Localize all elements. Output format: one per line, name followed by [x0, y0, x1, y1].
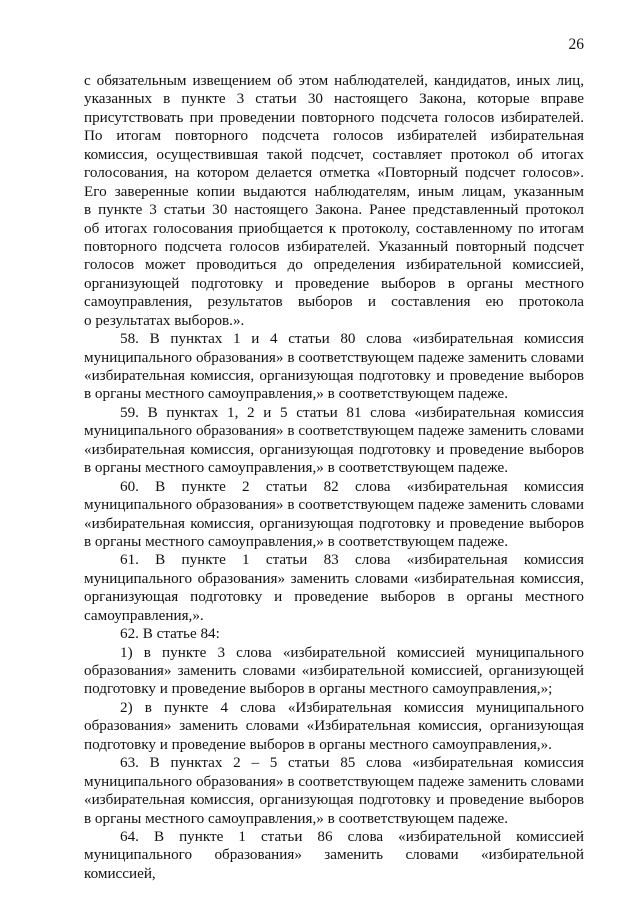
text-line: 63. В пунктах 2 – 5 статьи 85 слова «избирательная комиссия	[120, 754, 584, 772]
text-line: 64. В пункте 1 статьи 86 слова «избирательной комиссией	[120, 827, 584, 845]
text-line: в органы местного самоуправления,» в соответствующем падеже.	[84, 532, 509, 550]
text-line: в пункте 3 статьи 30 настоящего Закона. Ранее представленный протокол	[84, 201, 584, 219]
text-line: повторного подсчета голосов избирателей. Указанный повторный подсчет	[84, 237, 584, 255]
text-line: муниципального образования» в соответствующем падеже заменить словами	[84, 772, 584, 790]
text-line: муниципального образования» в соответствующем падеже заменить словами	[84, 422, 584, 440]
text-line: 58. В пунктах 1 и 4 статьи 80 слова «избирательная комиссия	[120, 330, 584, 348]
text-line: голосования, на котором делается отметка «Повторный подсчет голосов».	[84, 164, 584, 182]
text-line: 61. В пункте 1 статьи 83 слова «избирательная комиссия	[120, 551, 584, 569]
text-line: комиссия, осуществившая такой подсчет, составляет протокол об итогах	[84, 145, 584, 163]
text-line: «избирательная комиссия, организующая подготовку и проведение выборов	[84, 367, 584, 384]
text-line: образования» заменить словами «Избирательная комиссия, организующая	[84, 717, 584, 735]
text-line: 2) в пункте 4 слова «Избирательная комиссия муниципального	[120, 698, 584, 716]
text-line: «избирательная комиссия, организующая подготовку и проведение выборов	[84, 791, 584, 809]
text-line: самоуправления, результатов выборов и составления ею протокола	[84, 293, 584, 311]
text-line: в органы местного самоуправления,» в соответствующем падеже.	[84, 459, 509, 477]
text-line: 62. В статье 84:	[120, 625, 220, 643]
text-line: Его заверенные копии выдаются наблюдателям, иным лицам, указанным	[84, 182, 584, 200]
text-line: муниципального образования» заменить словами «избирательная комиссия,	[84, 569, 584, 587]
text-line: образования» заменить словами «избирательной комиссией, организующей	[84, 662, 584, 679]
text-line: самоуправления,».	[84, 606, 204, 624]
text-line: организующей подготовку и проведение выборов в органы местного	[84, 274, 584, 292]
text-line: об итогах голосования приобщается к протоколу, составленному по итогам	[84, 219, 584, 237]
text-line: 60. В пункте 2 статьи 82 слова «избирательная комиссия	[120, 477, 584, 495]
text-line: 59. В пунктах 1, 2 и 5 статьи 81 слова «избирательная комиссия	[120, 403, 584, 421]
page-number: 26	[568, 36, 584, 53]
text-line: указанных в пункте 3 статьи 30 настоящего Закона, которые вправе	[84, 90, 584, 108]
text-line: 1) в пункте 3 слова «избирательной комиссией муниципального	[120, 643, 584, 661]
text-line: подготовку и проведение выборов в органы местного самоуправления,»;	[84, 680, 553, 698]
text-line: муниципального образования» в соответствующем падеже заменить словами	[84, 496, 584, 514]
text-line: в органы местного самоуправления,» в соответствующем падеже.	[84, 385, 509, 403]
text-line: подготовку и проведение выборов в органы местного самоуправления,».	[84, 735, 552, 753]
text-line: о результатах выборов.».	[84, 311, 245, 329]
text-line: «избирательная комиссия, организующая подготовку и проведение выборов	[84, 440, 584, 458]
text-line: присутствовать при проведении повторного подсчета голосов избирателей.	[84, 108, 584, 126]
text-line: организующая подготовку и проведение выборов в органы местного	[84, 588, 584, 606]
text-line: По итогам повторного подсчета голосов избирателей избирательная	[84, 127, 584, 145]
text-line: голосов может проводиться до определения избирательной комиссией,	[84, 256, 584, 274]
text-line: с обязательным извещением об этом наблюдателей, кандидатов, иных лиц,	[84, 72, 584, 89]
text-line: муниципального образования» заменить словами «избирательной комиссией,	[84, 846, 584, 882]
document-body	[84, 72, 584, 882]
text-line: муниципального образования» в соответствующем падеже заменить словами	[84, 348, 584, 366]
text-line: «избирательная комиссия, организующая подготовку и проведение выборов	[84, 514, 584, 532]
text-line: в органы местного самоуправления,» в соответствующем падеже.	[84, 809, 509, 827]
